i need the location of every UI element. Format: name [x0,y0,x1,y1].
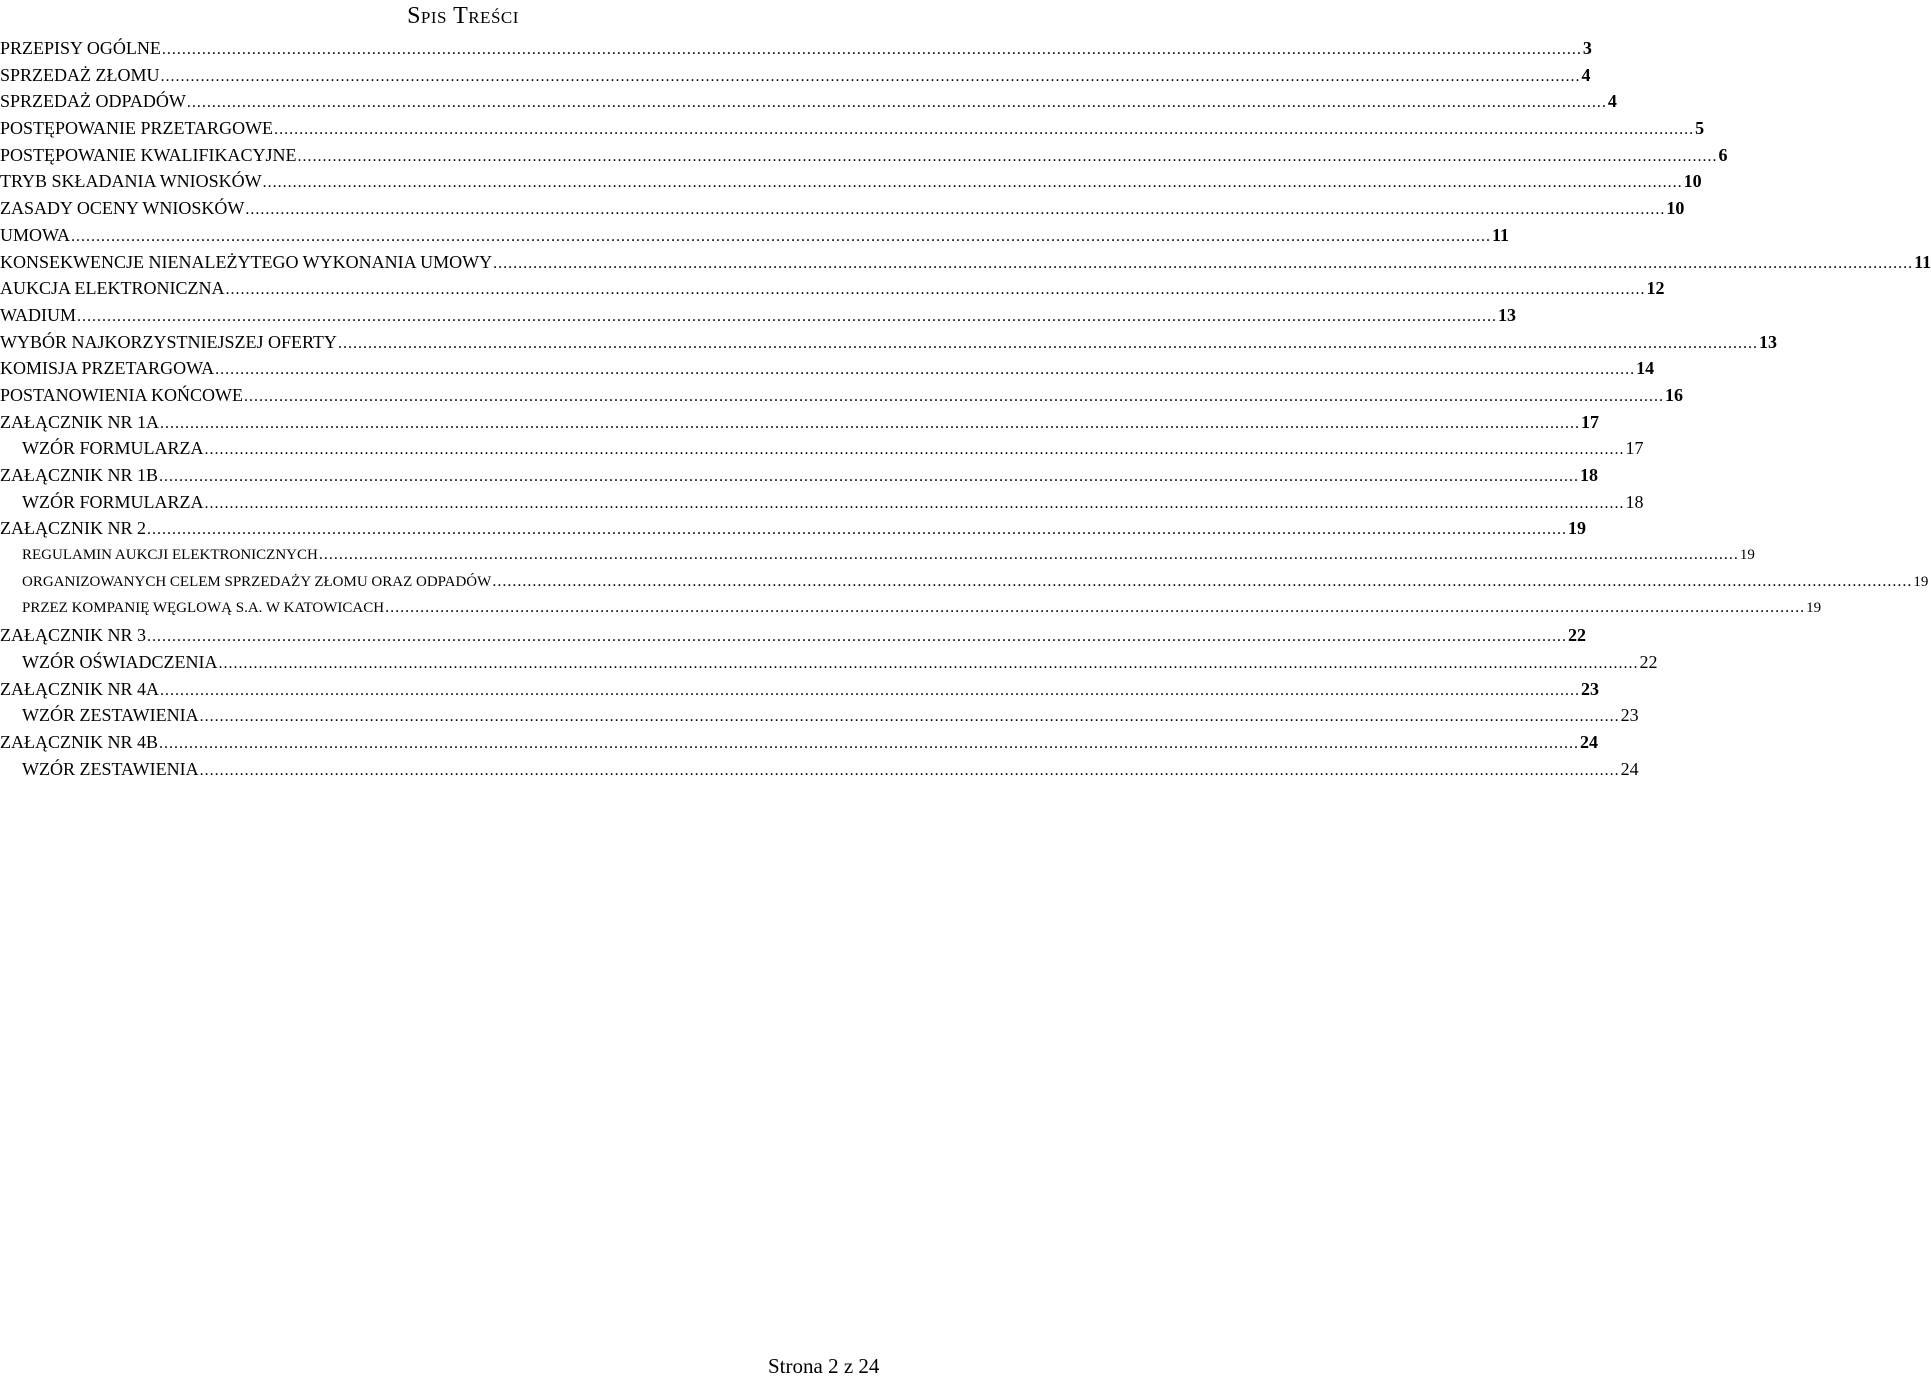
toc-entry-label: ZAŁĄCZNIK NR 2 [0,518,146,539]
toc-entry[interactable] [0,329,1777,356]
toc-entry-label: UMOWA [0,224,70,245]
table-of-contents [0,35,1931,782]
toc-entry-page: 16 [1665,384,1684,405]
toc-entry-page: 18 [1625,491,1644,512]
toc-entry-label: SPRZEDAŻ ODPADÓW [0,91,186,112]
toc-entry-page: 19 [1913,573,1929,590]
toc-entry[interactable] [0,355,1655,382]
dot-leader: ............................................................................................................................................................................................................................................................................................ [274,121,1695,139]
toc-entry-label: WZÓR ZESTAWIENIA [22,705,199,726]
toc-entry-label: WADIUM [0,304,76,325]
toc-entry-label: POSTĘPOWANIE KWALIFIKACYJNE [0,144,297,165]
dot-leader: ............................................................................................................................................................................................................................................................................................ [77,307,1497,325]
toc-entry-label: SPRZEDAŻ ZŁOMU [0,64,160,85]
toc-entry-page: 19 [1568,518,1586,539]
toc-entry-page: 12 [1646,278,1665,299]
dot-leader: ............................................................................................................................................................................................................................................................................................ [337,334,1758,352]
dot-leader: ............................................................................................................................................................................................................................................................................................ [244,387,1665,405]
toc-subentry[interactable] [0,489,1644,516]
toc-entry[interactable] [0,249,1931,276]
toc-entry-page: 11 [1492,224,1510,245]
toc-entry-label: ZASADY OCENY WNIOSKÓW [0,198,245,219]
toc-entry-label: WZÓR ZESTAWIENIA [22,758,199,779]
toc-subentry[interactable] [0,569,1929,596]
toc-entry[interactable] [0,676,1599,703]
toc-entry[interactable] [0,115,1705,142]
dot-leader: ............................................................................................................................................................................................................................................................................................ [186,94,1607,112]
toc-entry[interactable] [0,462,1598,489]
toc-entry-label: ORGANIZOWANYCH CELEM SPRZEDAŻY ZŁOMU ORAZ ODPADÓW [22,573,492,590]
toc-entry-label: POSTANOWIENIA KOŃCOWE [0,384,244,405]
toc-entry-page: 10 [1683,171,1702,192]
dot-leader: ............................................................................................................................................................................................................................................................................................ [161,41,1582,58]
toc-entry-page: 11 [1914,251,1931,272]
toc-entry[interactable] [0,275,1665,302]
toc-entry-page: 13 [1498,304,1516,325]
dot-leader: ............................................................................................................................................................................................................................................................................................ [147,521,1567,539]
toc-entry-page: 22 [1568,625,1586,646]
toc-entry-label: KONSEKWENCJE NIENALEŻYTEGO WYKONANIA UMOWY [0,251,493,272]
toc-entry-page: 17 [1625,438,1644,459]
toc-entry-page: 23 [1620,705,1639,726]
toc-subentry[interactable] [0,542,1755,569]
dot-leader: ............................................................................................................................................................................................................................................................................................ [385,599,1806,617]
dot-leader: ............................................................................................................................................................................................................................................................................................ [492,572,1913,590]
toc-entry-label: PRZEPISY OGÓLNE [0,38,161,58]
page-footer: Strona 2 z 24 [768,1354,880,1378]
toc-entry[interactable] [0,302,1516,329]
toc-entry-label: ZAŁĄCZNIK NR 3 [0,625,146,646]
dot-leader: ............................................................................................................................................................................................................................................................................................ [147,628,1567,646]
toc-entry[interactable] [0,382,1684,409]
toc-entry[interactable] [0,409,1599,436]
toc-entry-label: ZAŁĄCZNIK NR 4B [0,731,158,752]
toc-subentry[interactable] [0,702,1639,729]
dot-leader: ............................................................................................................................................................................................................................................................................................ [160,681,1580,699]
dot-leader: ............................................................................................................................................................................................................................................................................................ [297,147,1718,165]
dot-leader: ............................................................................................................................................................................................................................................................................................ [245,201,1666,219]
dot-leader: ............................................................................................................................................................................................................................................................................................ [160,67,1581,85]
toc-entry-page: 18 [1580,465,1598,485]
toc-subentry[interactable] [0,649,1658,676]
toc-entry-page: 4 [1581,64,1591,85]
dot-leader: ............................................................................................................................................................................................................................................................................................ [159,468,1579,485]
toc-entry-page: 14 [1636,358,1655,379]
toc-entry-label: AUKCJA ELEKTRONICZNA [0,278,225,299]
toc-entry-page: 19 [1806,600,1822,617]
toc-entry[interactable] [0,35,1592,62]
toc-entry-page: 17 [1581,411,1599,432]
toc-entry-page: 19 [1739,547,1755,564]
toc-entry-page: 6 [1718,144,1728,165]
toc-entry[interactable] [0,88,1617,115]
toc-entry-page: 3 [1582,38,1592,58]
dot-leader: ............................................................................................................................................................................................................................................................................................ [160,414,1580,432]
toc-entry-label: POSTĘPOWANIE PRZETARGOWE [0,118,274,139]
toc-entry-label: WZÓR FORMULARZA [22,491,204,512]
dot-leader: ............................................................................................................................................................................................................................................................................................ [199,708,1620,726]
toc-entry-page: 10 [1666,198,1685,219]
toc-entry[interactable] [0,168,1702,195]
toc-subentry[interactable] [0,435,1644,462]
toc-entry-label: TRYB SKŁADANIA WNIOSKÓW [0,171,262,192]
toc-entry-page: 24 [1580,731,1598,752]
toc-entry-page: 22 [1639,651,1658,672]
dot-leader: ............................................................................................................................................................................................................................................................................................ [204,494,1625,512]
toc-entry-page: 23 [1581,678,1599,699]
toc-entry-label: PRZEZ KOMPANIĘ WĘGLOWĄ S.A. W KATOWICACH [22,600,385,617]
toc-entry-label: WZÓR FORMULARZA [22,438,204,459]
toc-entry[interactable] [0,142,1728,169]
toc-entry-label: KOMISJA PRZETARGOWA [0,358,215,379]
toc-entry-label: WYBÓR NAJKORZYSTNIEJSZEJ OFERTY [0,331,337,352]
toc-entry-label: ZAŁĄCZNIK NR 1A [0,411,159,432]
toc-entry[interactable] [0,222,1510,249]
toc-entry[interactable] [0,62,1591,89]
toc-entry-page: 5 [1695,118,1705,139]
dot-leader: ............................................................................................................................................................................................................................................................................................ [493,254,1914,272]
dot-leader: ............................................................................................................................................................................................................................................................................................ [215,361,1636,379]
dot-leader: ............................................................................................................................................................................................................................................................................................ [204,441,1625,459]
toc-entry-label: ZAŁĄCZNIK NR 1B [0,465,158,485]
toc-entry-page: 24 [1620,758,1639,779]
toc-entry[interactable] [0,622,1586,649]
page-title: Spis Treści [407,3,519,29]
dot-leader: ............................................................................................................................................................................................................................................................................................ [218,654,1639,672]
toc-subentry[interactable] [0,595,1822,622]
toc-entry[interactable] [0,195,1685,222]
toc-entry[interactable] [0,515,1586,542]
dot-leader: ............................................................................................................................................................................................................................................................................................ [262,174,1683,192]
toc-entry-label: WZÓR OŚWIADCZENIA [22,651,218,672]
toc-entry-page: 13 [1758,331,1777,352]
toc-entry-label: ZAŁĄCZNIK NR 4A [0,678,159,699]
dot-leader: ............................................................................................................................................................................................................................................................................................ [159,734,1579,752]
dot-leader: ............................................................................................................................................................................................................................................................................................ [318,546,1739,564]
dot-leader: ............................................................................................................................................................................................................................................................................................ [225,281,1646,299]
toc-entry-label: REGULAMIN AUKCJI ELEKTRONICZNYCH [22,547,318,564]
toc-entry-page: 4 [1607,91,1617,112]
dot-leader: ............................................................................................................................................................................................................................................................................................ [71,227,1491,245]
toc-subentry[interactable] [0,756,1639,783]
toc-entry[interactable] [0,729,1598,756]
dot-leader: ............................................................................................................................................................................................................................................................................................ [199,761,1620,779]
